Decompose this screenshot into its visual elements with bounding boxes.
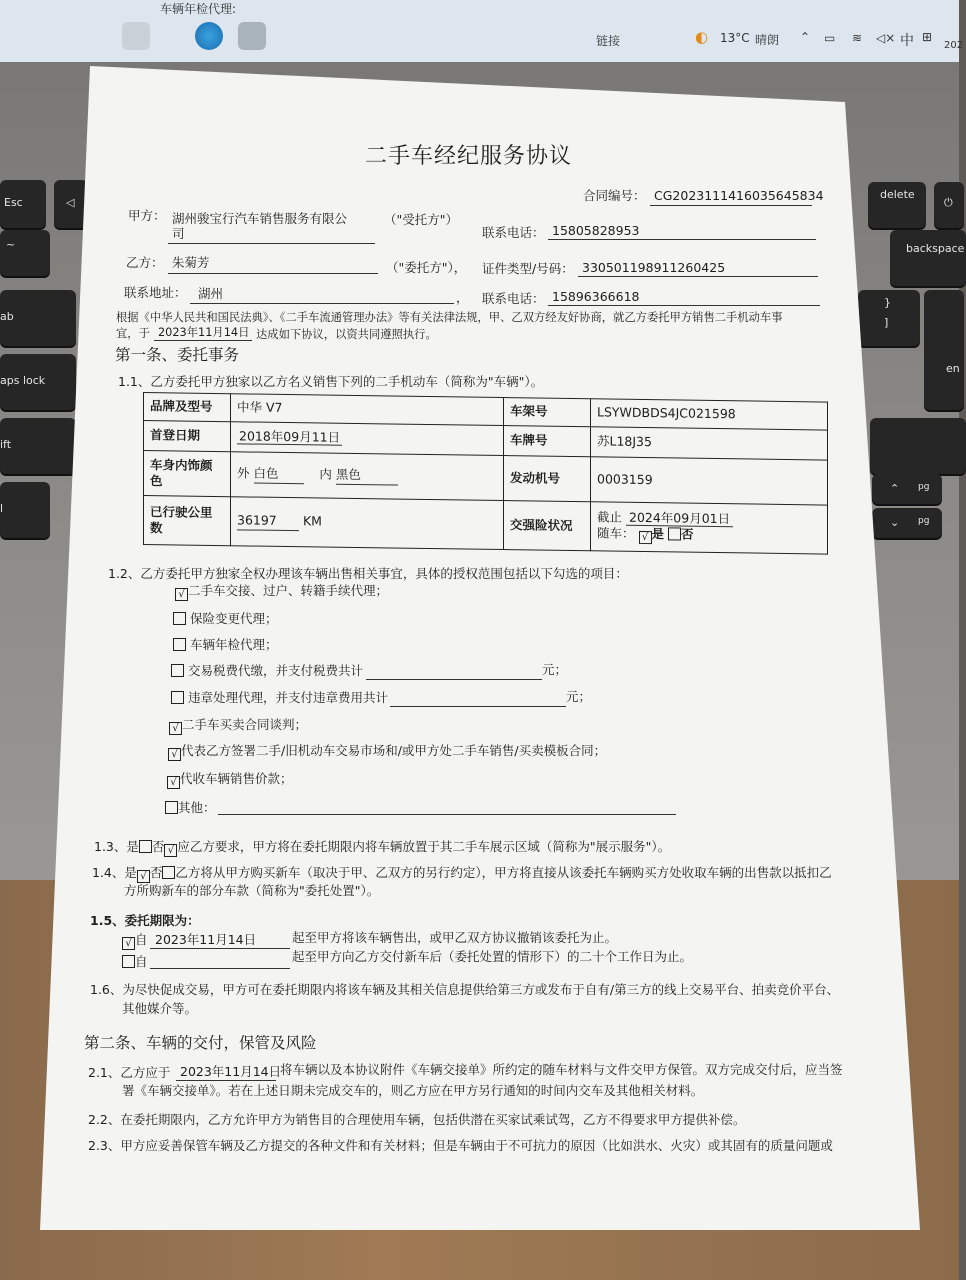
scope-item-label: 违章处理代理，并支付违章费用共计 [187, 690, 388, 705]
key-backspace[interactable]: backspace [890, 230, 966, 286]
basis-line-2-post: 达成如下协议，以资共同遵照执行。 [256, 328, 437, 341]
insurance-label: 交强险状况 [504, 501, 591, 551]
first-reg-value: 2018年09月11日 [239, 428, 341, 446]
term-b-prefix: 自 [135, 954, 148, 969]
article-2-title: 第二条、车辆的交付，保管及风险 [84, 1034, 317, 1052]
scope-item-label: 二手车买卖合同谈判； [182, 717, 308, 732]
with-car-yes-checkbox[interactable]: √ [639, 531, 652, 544]
clause-2-3: 2.3、甲方应妥善保管车辆及乙方提交的各种文件和有关材料；但是车辆由于不可抗力的原因（比如洪水、火灾）或其固有的质量问题或 [88, 1138, 833, 1153]
weather-sun-icon: ◐ [695, 28, 709, 46]
clause-1-6: 1.6、为尽快促成交易，甲方可在委托期限内将该车辆及其相关信息提供给第三方或发布于自有/第三方的线上交易平台、拍卖竞价平台、 [90, 982, 840, 997]
interior-color: 黑色 [336, 467, 398, 485]
term-option-a [122, 934, 148, 950]
engine-value: 0003159 [591, 457, 828, 505]
term-a-text: 起至甲方将该车辆售出，或甲乙双方协议撤销该委托为止。 [292, 930, 618, 945]
with-car-yes-label: 是 [651, 526, 665, 542]
party-a-phone: 15805828953 [552, 223, 640, 238]
basis-date: 2023年11月14日 [158, 326, 250, 339]
party-b-label: 乙方： [126, 255, 164, 270]
mileage-cell [231, 497, 504, 550]
with-car-no-checkbox[interactable] [668, 527, 681, 540]
list-item [169, 719, 307, 735]
list-item [173, 638, 278, 652]
clause-1-1: 1.1、乙方委托甲方独家以乙方名义销售下列的二手机动车（简称为"车辆"）。 [118, 374, 544, 389]
clause-2-1-text: 将车辆以及本协议附件《车辆交接单》所约定的随车材料与文件交甲方保管。双方完成交付后，应当签 [280, 1062, 843, 1077]
network-icon[interactable]: ▭ [824, 31, 836, 45]
address-comma: ， [456, 290, 469, 305]
insurance-cell [591, 502, 828, 554]
list-item [171, 691, 388, 705]
term-a-prefix: 自 [135, 932, 148, 947]
key-pgup[interactable]: ⌃ pg [872, 474, 942, 504]
scope-item-label: 代收车辆销售价款； [180, 771, 293, 786]
scope-item-label: 车辆年检代理； [189, 637, 278, 652]
clause-2-1-date: 2023年11月14日 [180, 1064, 282, 1079]
term-option-b [122, 955, 148, 969]
party-b-phone: 15896366618 [552, 289, 640, 304]
key-esc[interactable]: Esc [0, 180, 46, 228]
clause-1-4-yes-checkbox[interactable]: √ [137, 870, 150, 883]
exterior-prefix: 外 [237, 465, 250, 481]
list-item [171, 664, 363, 678]
clause-1-4 [92, 866, 832, 883]
mileage-value: 36197 [237, 513, 299, 531]
key-delete[interactable]: delete [868, 182, 926, 228]
list-item [173, 612, 278, 626]
key-bracket[interactable]: } ] [858, 290, 920, 346]
clause-1-4-text: 乙方将从甲方购买新车（取决于甲、乙双方的另行约定），甲方将直接从该委托车辆购买方处收取车辆的出售款以抵扣乙 [175, 865, 832, 880]
party-a-name-cont: 司 [172, 226, 185, 241]
term-b-checkbox[interactable] [122, 955, 135, 968]
scope-item-label: 二手车交接、过户、转籍手续代理； [188, 583, 389, 598]
party-b-role: （"委托方"）， [386, 260, 467, 275]
list-item [167, 773, 293, 789]
clause-1-3-yes-checkbox[interactable] [139, 840, 152, 853]
plate-value: 苏L18J35 [591, 427, 828, 460]
scope-item-label: 其他： [178, 800, 216, 815]
brand-value: 中华 V7 [231, 394, 504, 426]
clause-2-2: 2.2、在委托期限内，乙方允许甲方为销售目的合理使用车辆，包括供潜在买家试乘试驾，乙方不得要求甲方提供补偿。 [88, 1112, 746, 1127]
chevron-up-icon[interactable]: ⌃ [800, 30, 811, 44]
key-shift[interactable]: ift [0, 418, 76, 474]
clause-1-3-no-checkbox[interactable]: √ [164, 844, 177, 857]
basis-line-2-pre: 宜，于 [116, 327, 150, 340]
party-b-id: 330501198911260425 [582, 260, 726, 275]
mileage-unit: KM [302, 513, 322, 529]
first-reg-label: 首登日期 [144, 421, 231, 452]
color-label: 车身内饰颜色 [144, 451, 231, 497]
first-reg-cell [231, 422, 504, 456]
clause-1-4-no-label: 否 [149, 865, 163, 880]
clause-1-2: 1.2、乙方委托甲方独家全权办理该车辆出售相关事宜，具体的授权范围包括以下勾选的项目： [108, 566, 628, 581]
interior-prefix: 内 [319, 466, 332, 483]
tax-unit: 元； [542, 662, 568, 677]
screen-top-text: 车辆年检代理: [160, 2, 237, 16]
clause-1-4-yes-label: 1.4、是 [92, 865, 137, 880]
article-1-title: 第一条、委托事务 [115, 346, 240, 364]
exterior-color: 白色 [254, 466, 304, 484]
volume-icon[interactable]: ◁× [876, 31, 896, 45]
vin-value: LSYWDBDS4JC021598 [591, 399, 828, 430]
with-car-label: 随车： [597, 525, 635, 541]
weather-desc[interactable]: 晴朗 [755, 33, 780, 47]
scope-checkbox[interactable]: √ [167, 776, 180, 789]
table-row [144, 496, 828, 555]
party-b-id-label: 证件类型/号码： [482, 261, 574, 276]
key-tab[interactable]: ab [0, 290, 76, 346]
plate-label: 车牌号 [504, 426, 591, 457]
key-ctrl[interactable]: l [0, 482, 50, 538]
vin-label: 车架号 [504, 398, 591, 427]
clause-1-3-no-label: 否 [151, 839, 165, 854]
scope-checkbox[interactable]: √ [169, 722, 182, 735]
contract-no: CG2023111416035645834 [654, 188, 824, 203]
clause-1-3-text: 应乙方要求，甲方将在委托期限内将车辆放置于其二手车展示区域（简称为"展示服务"）。 [177, 839, 671, 854]
party-b-phone-label: 联系电话： [482, 291, 545, 306]
key-power[interactable]: ⏻ [934, 182, 964, 228]
party-a-role: （"受托方"） [384, 212, 458, 227]
with-car-no-label: 否 [681, 526, 694, 542]
clause-1-3 [94, 840, 670, 857]
basis-line-1: 根据《中华人民共和国民法典》、《二手车流通管理办法》等有关法律法规，甲、乙双方经友好协商，就乙方委托甲方销售二手机动车事 [116, 311, 783, 324]
insurance-until-label: 截止 [597, 509, 623, 525]
brand-label: 品牌及型号 [144, 393, 231, 422]
mileage-label: 已行驶公里数 [144, 496, 231, 546]
document-title: 二手车经纪服务协议 [365, 144, 573, 169]
violation-unit: 元； [566, 689, 592, 704]
key-enter[interactable]: en [924, 290, 964, 410]
scope-item-label: 保险变更代理； [189, 611, 278, 626]
clause-1-5: 1.5、委托期限为： [90, 913, 200, 928]
scope-checkbox[interactable] [173, 638, 186, 651]
key-f1[interactable]: ◁ [54, 180, 88, 228]
party-a-phone-label: 联系电话： [482, 225, 545, 240]
clause-2-1-pre: 2.1、乙方应于 [88, 1065, 171, 1080]
contract-no-label: 合同编号： [583, 188, 646, 203]
scope-checkbox[interactable] [165, 801, 178, 814]
list-item [175, 585, 388, 601]
wifi-icon[interactable]: ≋ [852, 31, 863, 45]
party-a-name: 湖州骏宝行汽车销售服务有限公 [172, 211, 348, 226]
term-a-date: 2023年11月14日 [155, 932, 257, 947]
party-a-label: 甲方： [128, 208, 166, 223]
key-pgdn[interactable]: ⌄ pg [872, 508, 942, 538]
color-cell [231, 452, 504, 501]
scope-checkbox[interactable] [171, 664, 184, 677]
clause-1-4-cont: 方所购新车的部分车款（简称为"委托处置"）。 [124, 883, 380, 898]
scope-item-label: 代表乙方签署二手/旧机动车交易市场和/或甲方处二手车销售/买卖模板合同； [181, 743, 607, 758]
key-caps-lock[interactable]: aps lock [0, 354, 76, 410]
scope-checkbox[interactable]: √ [168, 748, 181, 761]
engine-label: 发动机号 [504, 456, 591, 502]
clause-2-1-cont: 署《车辆交接单》。若在上述日期未完成交车的，则乙方应在甲方另行通知的时间内交车及其他相关材料。 [122, 1083, 704, 1098]
term-a-checkbox[interactable]: √ [122, 937, 135, 950]
party-b-name: 朱菊芳 [172, 255, 210, 270]
keyboard-icon[interactable]: ⊞ [922, 30, 933, 44]
scope-checkbox[interactable]: √ [175, 588, 188, 601]
key-tilde[interactable]: ~ [0, 230, 50, 276]
clause-1-3-yes-label: 1.3、是 [94, 839, 139, 854]
ime-indicator[interactable]: 中 [900, 33, 914, 49]
list-item [165, 801, 216, 815]
weather-temp[interactable]: 13°C [720, 31, 750, 45]
scope-checkbox[interactable] [173, 612, 186, 625]
scope-item-label: 交易税费代缴，并支付税费共计 [187, 663, 363, 678]
taskbar-link[interactable]: 链接 [596, 34, 621, 48]
insurance-until: 2024年09月01日 [626, 510, 733, 527]
vehicle-info-table [143, 392, 828, 555]
clause-1-4-no-checkbox[interactable] [162, 866, 175, 879]
clock-year[interactable]: 202 [944, 40, 964, 51]
scope-checkbox[interactable] [171, 691, 184, 704]
term-b-text: 起至甲方向乙方交付新车后（委托处置的情形下）的二十个工作日为止。 [292, 949, 693, 964]
clause-1-6-cont: 其他媒介等。 [122, 1001, 198, 1016]
list-item [168, 745, 606, 761]
address: 湖州 [198, 286, 224, 301]
address-label: 联系地址： [124, 285, 187, 300]
